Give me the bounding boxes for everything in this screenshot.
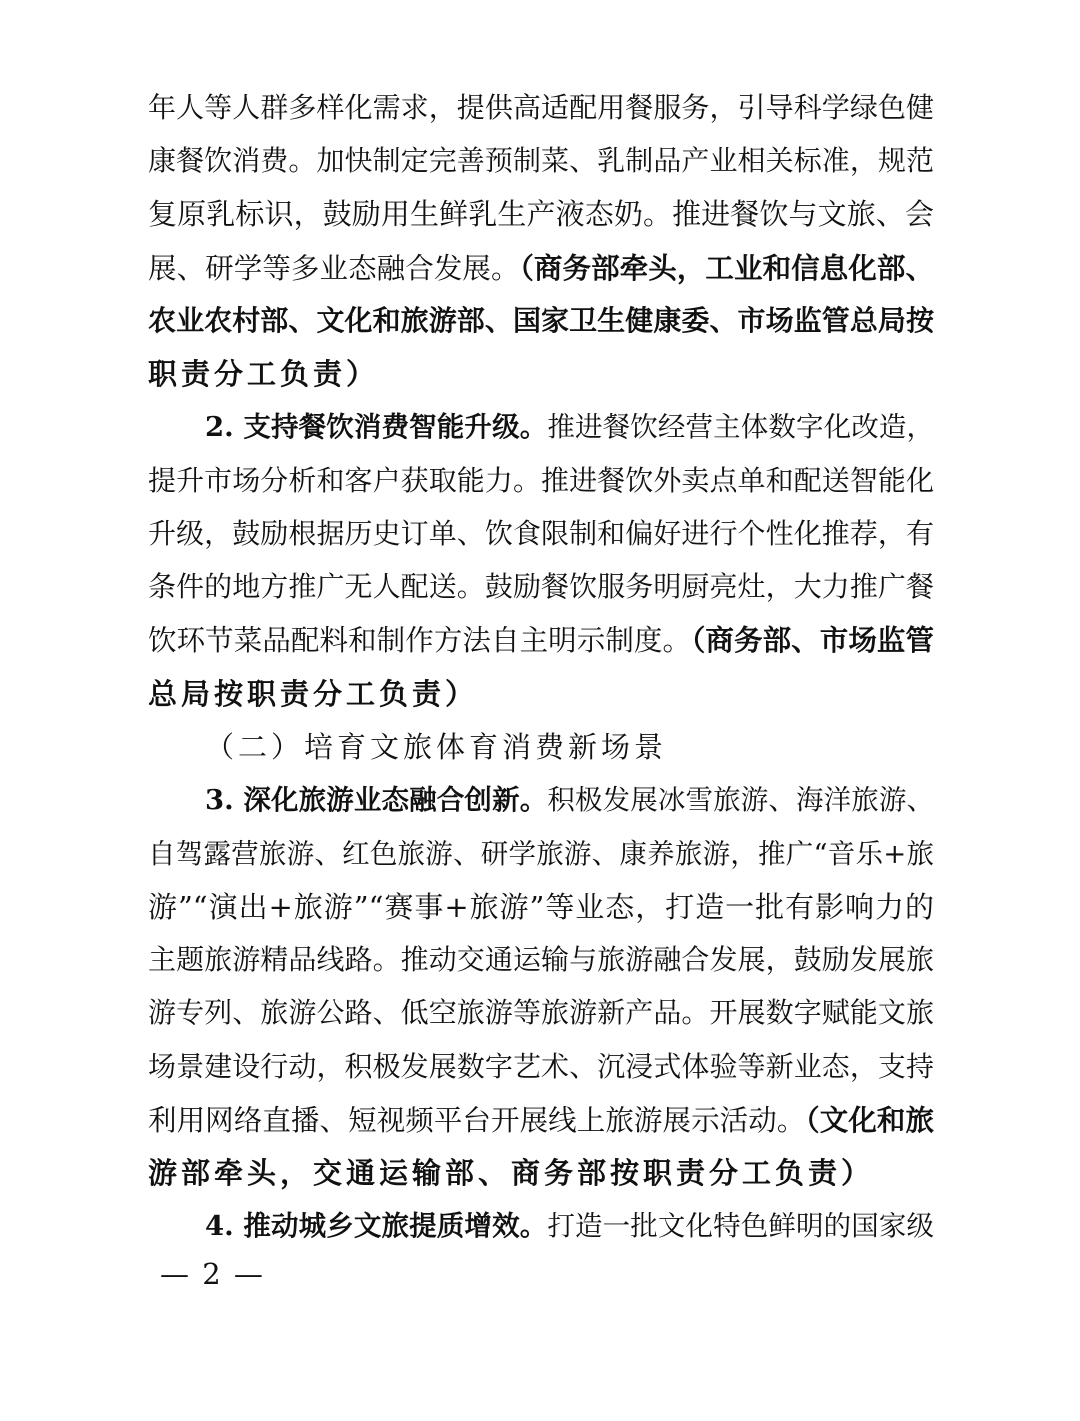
text-span: 自驾露营旅游、红色旅游、研学旅游、康养旅游，推广“音乐+旅 xyxy=(148,838,934,870)
text-line xyxy=(205,1206,934,1246)
section-heading xyxy=(205,727,667,767)
item-heading: 2. 支持餐饮消费智能升级。 xyxy=(205,411,548,443)
responsible-department-text: 职责分工负责） xyxy=(148,357,380,391)
text-span: 饮环节菜品配料和制作方法自主明示制度。 xyxy=(148,624,692,657)
text-line xyxy=(148,88,934,128)
text-line xyxy=(148,834,934,874)
text-line xyxy=(148,141,934,181)
text-span: 打造一批文化特色鲜明的国家级 xyxy=(547,1210,934,1242)
text-span: 展、研学等多业态融合发展。 xyxy=(148,252,520,285)
text-line xyxy=(148,514,934,554)
text-line xyxy=(148,887,934,927)
item-heading: 3. 深化旅游业态融合创新。 xyxy=(205,784,548,816)
responsible-department-text: 游部牵头，交通运输部、商务部按职责分工负责） xyxy=(148,1156,875,1190)
text-line xyxy=(148,567,934,607)
text-span: 康餐饮消费。加快制定完善预制菜、乳制品产业相关标准，规范 xyxy=(148,144,934,177)
section-heading-text: （二）培育文旅体育消费新场景 xyxy=(205,730,668,764)
text-line xyxy=(148,354,934,394)
text-line xyxy=(148,1047,934,1087)
text-line xyxy=(148,674,934,714)
text-line xyxy=(148,1153,934,1193)
text-line xyxy=(205,407,934,447)
text-span: 复原乳标识，鼓励用生鲜乳生产液态奶。推进餐饮与文旅、会 xyxy=(148,197,934,231)
text-line xyxy=(148,194,934,234)
text-line xyxy=(148,1100,934,1140)
page-number: — 2 — xyxy=(160,1257,265,1291)
text-line xyxy=(148,620,934,660)
text-line xyxy=(148,248,934,288)
text-span: 游专列、旅游公路、低空旅游等旅游新产品。开展数字赋能文旅 xyxy=(148,996,934,1029)
item-heading: 4. 推动城乡文旅提质增效。 xyxy=(205,1210,548,1242)
text-span: 游”“演出+旅游”“赛事+旅游”等业态，打造一批有影响力的 xyxy=(148,890,934,924)
text-span: 利用网络直播、短视频平台开展线上旅游展示活动。 xyxy=(148,1104,806,1137)
responsible-department-text: （商务部、市场监管 xyxy=(691,623,934,657)
text-line xyxy=(205,780,934,820)
text-line xyxy=(148,993,934,1033)
text-span: 主题旅游精品线路。推动交通运输与旅游融合发展，鼓励发展旅 xyxy=(148,943,934,976)
text-span: 升级，鼓励根据历史订单、饮食限制和偏好进行个性化推荐，有 xyxy=(148,517,934,550)
text-line xyxy=(148,461,934,501)
text-span: 条件的地方推广无人配送。鼓励餐饮服务明厨亮灶，大力推广餐 xyxy=(148,570,934,603)
text-span: 提升市场分析和客户获取能力。推进餐饮外卖点单和配送智能化 xyxy=(148,464,934,497)
responsible-department-text: 总局按职责分工负责） xyxy=(148,677,479,711)
text-line xyxy=(148,940,934,980)
text-span: 推进餐饮经营主体数字化改造， xyxy=(547,411,934,443)
responsible-department-text: （商务部牵头，工业和信息化部、 xyxy=(519,251,934,285)
text-span: 场景建设行动，积极发展数字艺术、沉浸式体验等新业态，支持 xyxy=(148,1050,934,1083)
text-span: 积极发展冰雪旅游、海洋旅游、 xyxy=(547,784,934,816)
text-span: 年人等人群多样化需求，提供高适配用餐服务，引导科学绿色健 xyxy=(148,91,934,124)
text-line xyxy=(148,301,934,341)
responsible-department-text: （文化和旅 xyxy=(805,1103,934,1137)
responsible-department-text: 农业农村部、文化和旅游部、国家卫生健康委、市场监管总局按 xyxy=(148,304,934,337)
